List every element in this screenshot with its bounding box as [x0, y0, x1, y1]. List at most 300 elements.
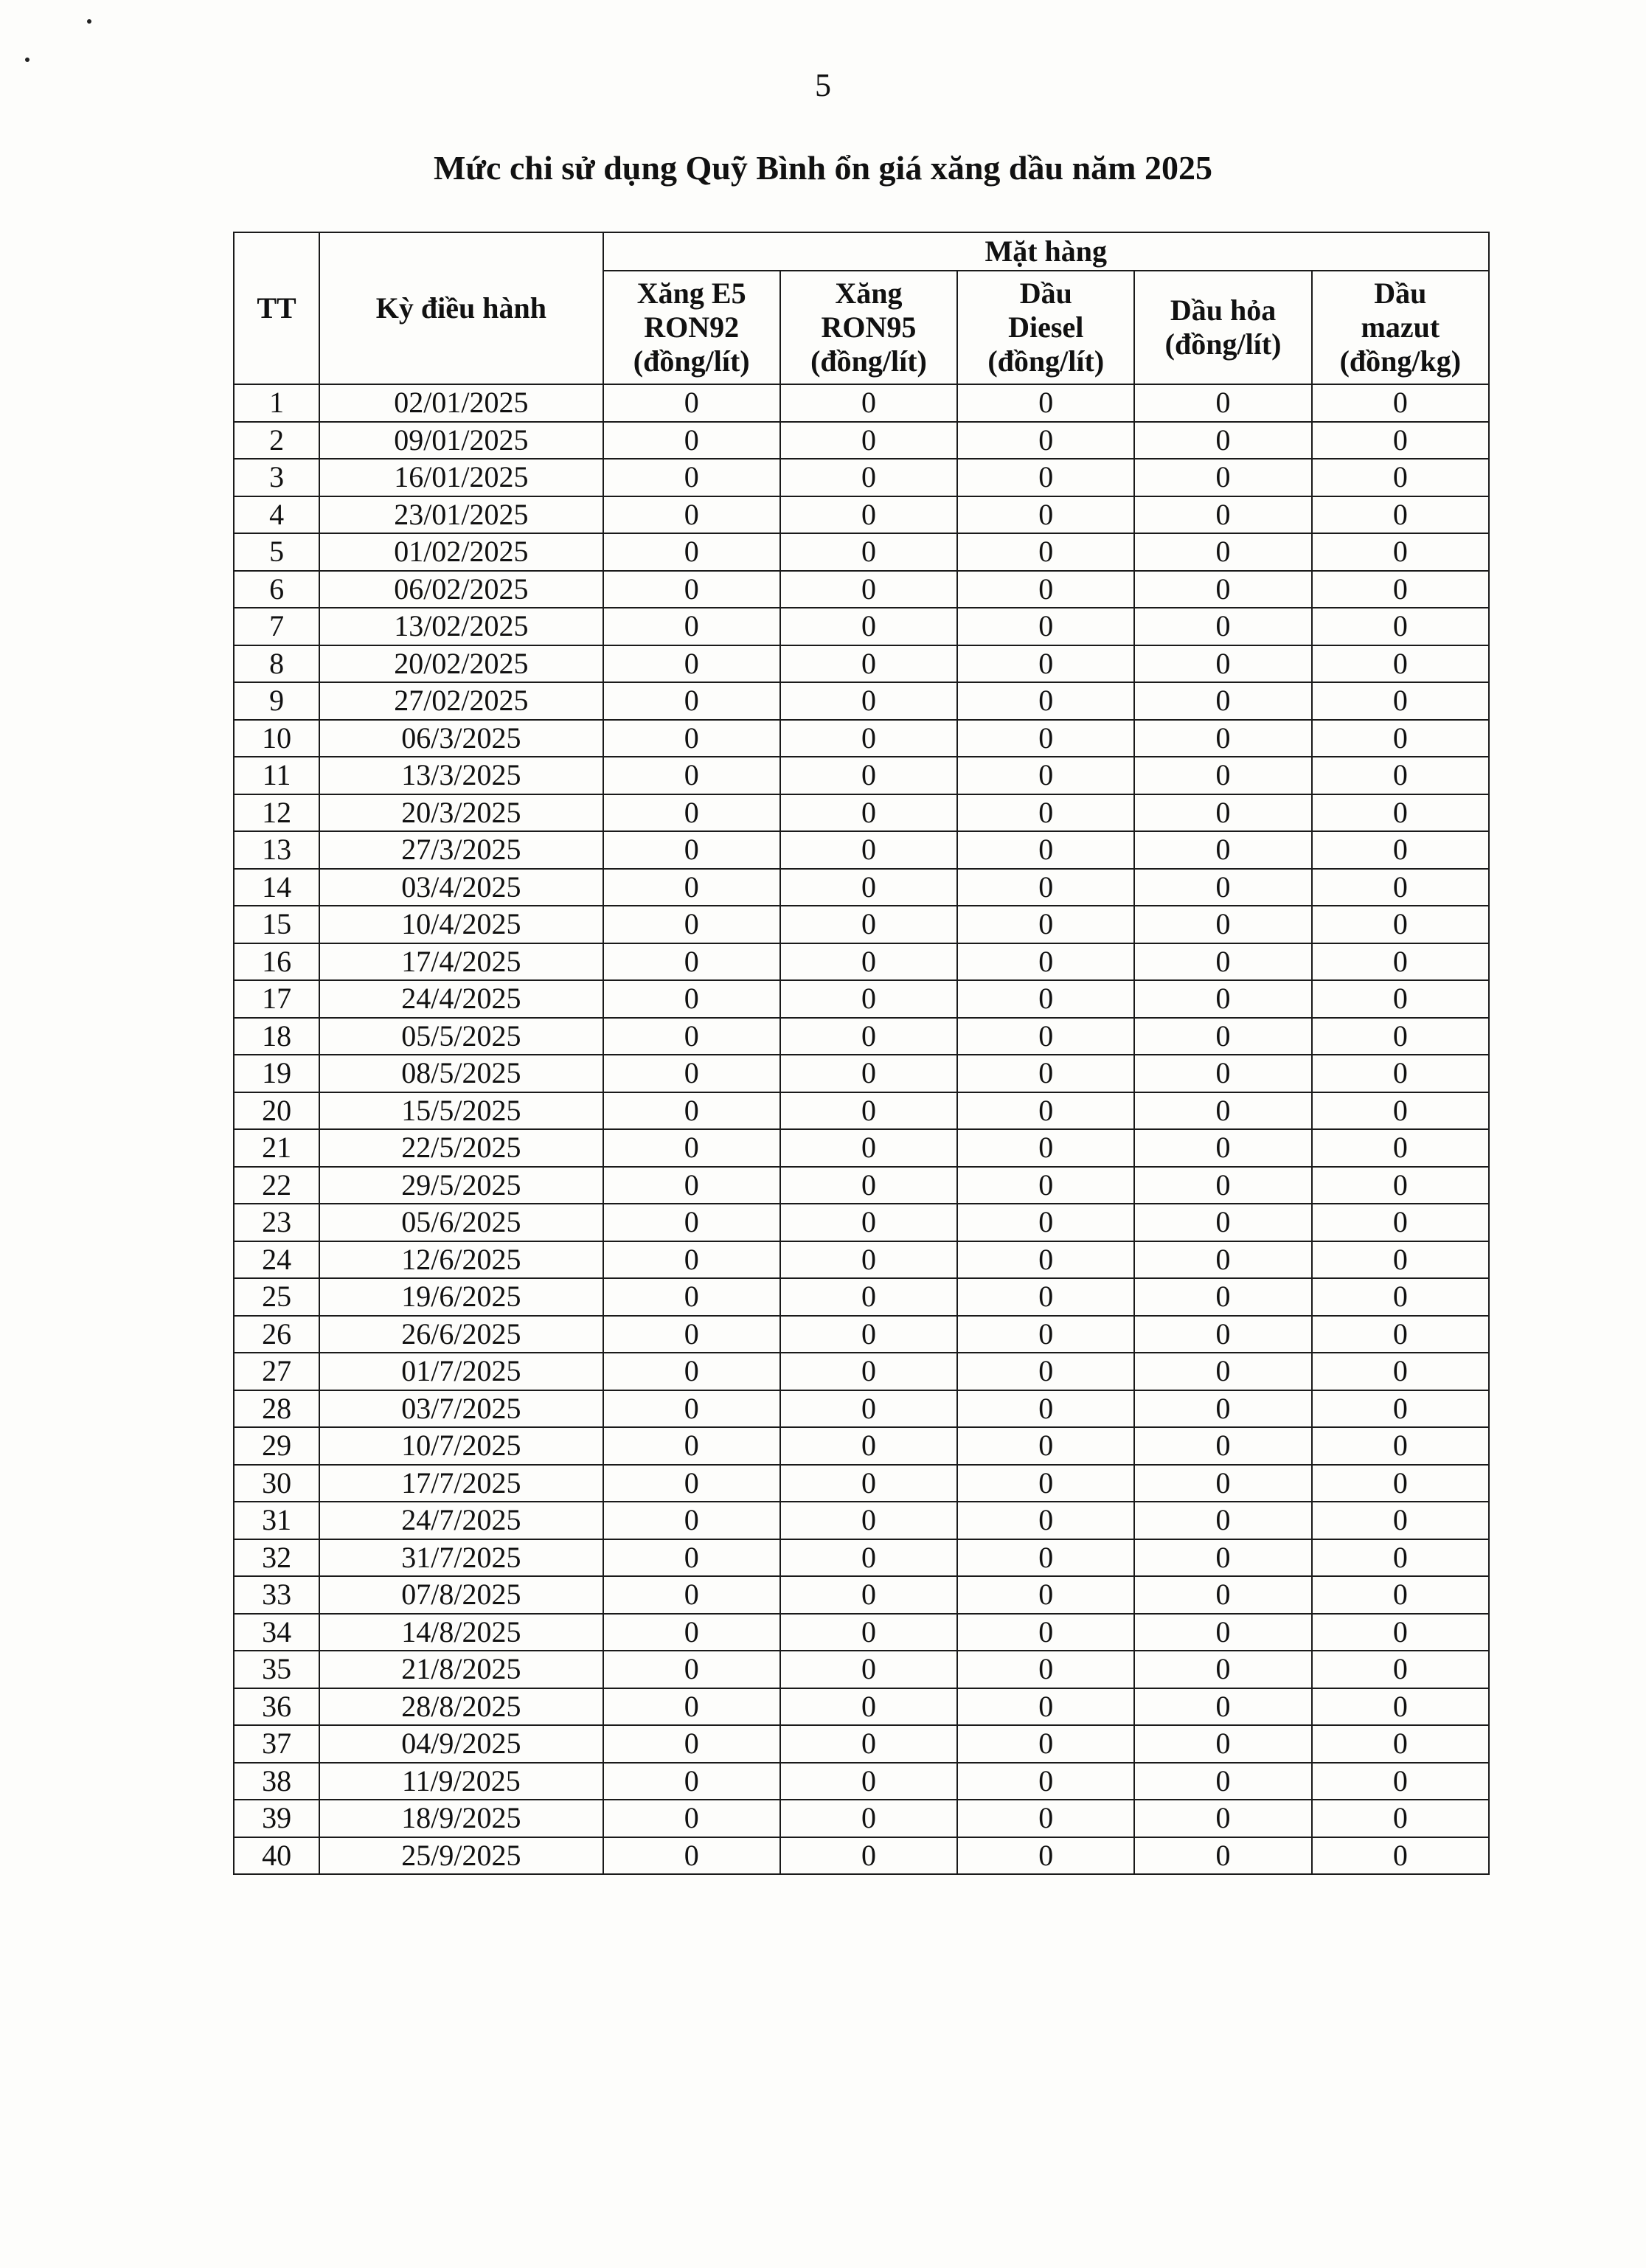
cell-value: 0	[1134, 1055, 1311, 1092]
cell-value: 0	[1134, 943, 1311, 981]
cell-value: 0	[957, 533, 1134, 571]
cell-value: 0	[603, 496, 780, 534]
cell-value: 0	[780, 1018, 957, 1055]
cell-value: 0	[1312, 1688, 1489, 1726]
document-title: Mức chi sử dụng Quỹ Bình ổn giá xăng dầu năm 2025	[434, 149, 1212, 187]
cell-value: 0	[780, 720, 957, 757]
table-row	[234, 757, 1489, 794]
cell-value: 0	[957, 1353, 1134, 1390]
cell-value: 0	[1134, 682, 1311, 720]
cell-value: 0	[780, 757, 957, 794]
cell-value: 0	[1134, 1092, 1311, 1130]
cell-value: 0	[957, 1763, 1134, 1800]
header-line: Dầu hỏa	[1170, 294, 1277, 327]
column-header-ron95	[780, 271, 957, 384]
cell-value: 0	[957, 1800, 1134, 1837]
cell-value: 0	[780, 1614, 957, 1651]
cell-value: 0	[603, 571, 780, 608]
table-row	[234, 1390, 1489, 1428]
cell-tt: 25	[234, 1278, 319, 1316]
cell-value: 0	[957, 384, 1134, 422]
column-header-diesel	[957, 271, 1134, 384]
table-row	[234, 1688, 1489, 1726]
cell-value: 0	[957, 1055, 1134, 1092]
table-row	[234, 1055, 1489, 1092]
cell-tt: 34	[234, 1614, 319, 1651]
table-row	[234, 1614, 1489, 1651]
table-row	[234, 1241, 1489, 1279]
cell-period-date: 08/5/2025	[319, 1055, 603, 1092]
header-unit: (đồng/lít)	[810, 344, 927, 378]
cell-value: 0	[603, 1241, 780, 1279]
cell-value: 0	[780, 1316, 957, 1353]
table-row	[234, 1502, 1489, 1539]
column-header-mazut	[1312, 271, 1489, 384]
header-unit: (đồng/lít)	[987, 344, 1105, 378]
cell-value: 0	[1312, 980, 1489, 1018]
table-row	[234, 1800, 1489, 1837]
cell-value: 0	[1134, 720, 1311, 757]
price-stabilization-fund-table	[233, 232, 1490, 1875]
cell-value: 0	[1134, 980, 1311, 1018]
cell-value: 0	[603, 1576, 780, 1614]
cell-value: 0	[780, 384, 957, 422]
cell-value: 0	[1134, 384, 1311, 422]
cell-value: 0	[780, 496, 957, 534]
cell-value: 0	[603, 794, 780, 832]
cell-period-date: 31/7/2025	[319, 1539, 603, 1577]
cell-value: 0	[1312, 1651, 1489, 1688]
cell-value: 0	[1134, 608, 1311, 645]
cell-period-date: 14/8/2025	[319, 1614, 603, 1651]
cell-value: 0	[780, 1800, 957, 1837]
cell-tt: 3	[234, 459, 319, 496]
cell-value: 0	[603, 720, 780, 757]
header-line: Diesel	[1008, 311, 1084, 344]
cell-value: 0	[780, 1241, 957, 1279]
column-header-e5-ron92	[603, 271, 780, 384]
cell-value: 0	[1134, 1763, 1311, 1800]
cell-value: 0	[1312, 1204, 1489, 1241]
column-header-tt: TT	[234, 232, 319, 384]
cell-period-date: 05/5/2025	[319, 1018, 603, 1055]
page-number: 5	[815, 67, 831, 103]
cell-tt: 20	[234, 1092, 319, 1130]
table-row	[234, 1837, 1489, 1875]
cell-value: 0	[1312, 1167, 1489, 1204]
table-row	[234, 980, 1489, 1018]
cell-value: 0	[1134, 1651, 1311, 1688]
table-row	[234, 422, 1489, 460]
table-row	[234, 1204, 1489, 1241]
cell-value: 0	[780, 1204, 957, 1241]
table-row	[234, 869, 1489, 906]
cell-value: 0	[603, 1129, 780, 1167]
cell-value: 0	[780, 682, 957, 720]
table-row	[234, 459, 1489, 496]
cell-tt: 17	[234, 980, 319, 1018]
table-row	[234, 1092, 1489, 1130]
cell-period-date: 12/6/2025	[319, 1241, 603, 1279]
cell-value: 0	[1134, 422, 1311, 460]
cell-value: 0	[1134, 1390, 1311, 1428]
cell-value: 0	[603, 1800, 780, 1837]
cell-value: 0	[780, 1725, 957, 1763]
cell-value: 0	[1134, 1539, 1311, 1577]
header-line: RON95	[821, 311, 917, 344]
cell-tt: 12	[234, 794, 319, 832]
cell-period-date: 28/8/2025	[319, 1688, 603, 1726]
cell-value: 0	[780, 943, 957, 981]
cell-period-date: 09/01/2025	[319, 422, 603, 460]
cell-value: 0	[957, 1427, 1134, 1465]
cell-value: 0	[1134, 1278, 1311, 1316]
table-row	[234, 1129, 1489, 1167]
cell-value: 0	[1134, 1316, 1311, 1353]
cell-value: 0	[780, 1837, 957, 1875]
cell-value: 0	[1134, 1576, 1311, 1614]
cell-value: 0	[1312, 794, 1489, 832]
cell-tt: 40	[234, 1837, 319, 1875]
cell-value: 0	[1312, 384, 1489, 422]
cell-tt: 2	[234, 422, 319, 460]
cell-period-date: 22/5/2025	[319, 1129, 603, 1167]
table-row	[234, 1763, 1489, 1800]
cell-value: 0	[780, 1129, 957, 1167]
cell-value: 0	[1134, 1465, 1311, 1502]
cell-value: 0	[603, 1427, 780, 1465]
cell-period-date: 18/9/2025	[319, 1800, 603, 1837]
cell-period-date: 29/5/2025	[319, 1167, 603, 1204]
cell-period-date: 25/9/2025	[319, 1837, 603, 1875]
cell-value: 0	[780, 1092, 957, 1130]
cell-value: 0	[1312, 1502, 1489, 1539]
cell-value: 0	[780, 1055, 957, 1092]
cell-value: 0	[1312, 1800, 1489, 1837]
cell-tt: 35	[234, 1651, 319, 1688]
cell-value: 0	[1312, 1241, 1489, 1279]
cell-value: 0	[957, 720, 1134, 757]
cell-value: 0	[1312, 1763, 1489, 1800]
cell-value: 0	[957, 1837, 1134, 1875]
cell-value: 0	[603, 459, 780, 496]
cell-value: 0	[957, 682, 1134, 720]
cell-value: 0	[780, 459, 957, 496]
cell-value: 0	[1312, 533, 1489, 571]
cell-value: 0	[1134, 496, 1311, 534]
cell-tt: 8	[234, 645, 319, 683]
cell-value: 0	[1312, 1353, 1489, 1390]
cell-value: 0	[780, 1278, 957, 1316]
cell-tt: 7	[234, 608, 319, 645]
cell-value: 0	[1312, 1055, 1489, 1092]
cell-value: 0	[957, 608, 1134, 645]
cell-period-date: 17/4/2025	[319, 943, 603, 981]
table-row	[234, 720, 1489, 757]
cell-value: 0	[603, 831, 780, 869]
table-header	[234, 232, 1489, 384]
cell-value: 0	[1134, 1614, 1311, 1651]
cell-period-date: 03/7/2025	[319, 1390, 603, 1428]
cell-value: 0	[957, 1167, 1134, 1204]
cell-tt: 6	[234, 571, 319, 608]
cell-value: 0	[603, 1353, 780, 1390]
cell-value: 0	[603, 1725, 780, 1763]
cell-value: 0	[1312, 1018, 1489, 1055]
cell-value: 0	[1134, 1167, 1311, 1204]
table-row	[234, 1651, 1489, 1688]
cell-value: 0	[957, 1688, 1134, 1726]
cell-value: 0	[957, 1725, 1134, 1763]
cell-value: 0	[1134, 533, 1311, 571]
cell-period-date: 05/6/2025	[319, 1204, 603, 1241]
cell-value: 0	[780, 980, 957, 1018]
cell-value: 0	[603, 1614, 780, 1651]
cell-value: 0	[957, 943, 1134, 981]
cell-value: 0	[603, 906, 780, 943]
cell-value: 0	[1312, 645, 1489, 683]
cell-value: 0	[603, 645, 780, 683]
table-row	[234, 645, 1489, 683]
cell-value: 0	[957, 571, 1134, 608]
cell-value: 0	[1134, 571, 1311, 608]
cell-value: 0	[957, 1539, 1134, 1577]
table-row	[234, 906, 1489, 943]
cell-value: 0	[603, 608, 780, 645]
cell-value: 0	[780, 1167, 957, 1204]
cell-value: 0	[957, 757, 1134, 794]
cell-value: 0	[957, 1241, 1134, 1279]
cell-tt: 26	[234, 1316, 319, 1353]
cell-value: 0	[603, 1204, 780, 1241]
cell-tt: 11	[234, 757, 319, 794]
table-row	[234, 384, 1489, 422]
cell-value: 0	[603, 980, 780, 1018]
cell-value: 0	[603, 1167, 780, 1204]
cell-tt: 27	[234, 1353, 319, 1390]
cell-tt: 24	[234, 1241, 319, 1279]
cell-value: 0	[780, 831, 957, 869]
cell-period-date: 01/02/2025	[319, 533, 603, 571]
table-row	[234, 608, 1489, 645]
table-row	[234, 1353, 1489, 1390]
cell-tt: 31	[234, 1502, 319, 1539]
scan-speck	[25, 58, 29, 62]
table-row	[234, 1576, 1489, 1614]
cell-value: 0	[1134, 869, 1311, 906]
cell-value: 0	[1312, 422, 1489, 460]
cell-tt: 10	[234, 720, 319, 757]
header-line: Dầu	[1374, 277, 1427, 310]
cell-value: 0	[1312, 757, 1489, 794]
cell-value: 0	[1134, 1688, 1311, 1726]
cell-period-date: 16/01/2025	[319, 459, 603, 496]
cell-value: 0	[1312, 1092, 1489, 1130]
header-line: RON92	[644, 311, 740, 344]
header-line: mazut	[1361, 311, 1440, 344]
cell-period-date: 11/9/2025	[319, 1763, 603, 1800]
column-header-period: Kỳ điều hành	[319, 232, 603, 384]
cell-period-date: 20/02/2025	[319, 645, 603, 683]
table-row	[234, 496, 1489, 534]
cell-value: 0	[780, 1763, 957, 1800]
cell-value: 0	[1312, 869, 1489, 906]
cell-period-date: 04/9/2025	[319, 1725, 603, 1763]
cell-value: 0	[1134, 459, 1311, 496]
cell-value: 0	[1312, 459, 1489, 496]
cell-value: 0	[1134, 906, 1311, 943]
cell-period-date: 13/02/2025	[319, 608, 603, 645]
cell-value: 0	[603, 1055, 780, 1092]
table-body	[234, 384, 1489, 1874]
cell-period-date: 06/3/2025	[319, 720, 603, 757]
table-row	[234, 831, 1489, 869]
cell-period-date: 17/7/2025	[319, 1465, 603, 1502]
cell-value: 0	[1312, 1539, 1489, 1577]
cell-value: 0	[957, 1018, 1134, 1055]
cell-tt: 38	[234, 1763, 319, 1800]
cell-value: 0	[957, 1502, 1134, 1539]
cell-value: 0	[780, 645, 957, 683]
cell-tt: 4	[234, 496, 319, 534]
cell-value: 0	[780, 906, 957, 943]
cell-period-date: 27/3/2025	[319, 831, 603, 869]
cell-value: 0	[1312, 1427, 1489, 1465]
cell-value: 0	[780, 869, 957, 906]
cell-value: 0	[780, 1390, 957, 1428]
cell-value: 0	[1134, 831, 1311, 869]
cell-value: 0	[780, 608, 957, 645]
cell-value: 0	[1134, 1353, 1311, 1390]
cell-value: 0	[1312, 682, 1489, 720]
cell-value: 0	[1134, 1837, 1311, 1875]
cell-value: 0	[1312, 608, 1489, 645]
cell-value: 0	[957, 794, 1134, 832]
cell-tt: 28	[234, 1390, 319, 1428]
cell-value: 0	[957, 1204, 1134, 1241]
cell-value: 0	[603, 682, 780, 720]
cell-tt: 19	[234, 1055, 319, 1092]
cell-value: 0	[1312, 1576, 1489, 1614]
cell-value: 0	[1312, 1725, 1489, 1763]
cell-value: 0	[1312, 1614, 1489, 1651]
cell-value: 0	[1134, 1129, 1311, 1167]
cell-value: 0	[957, 1614, 1134, 1651]
cell-value: 0	[603, 1092, 780, 1130]
cell-value: 0	[603, 384, 780, 422]
cell-value: 0	[603, 422, 780, 460]
cell-value: 0	[780, 1353, 957, 1390]
table-row	[234, 1427, 1489, 1465]
cell-value: 0	[1312, 943, 1489, 981]
cell-value: 0	[1134, 1725, 1311, 1763]
scan-speck	[87, 19, 91, 24]
table-row	[234, 1725, 1489, 1763]
cell-value: 0	[1312, 1390, 1489, 1428]
cell-value: 0	[957, 906, 1134, 943]
cell-value: 0	[603, 1539, 780, 1577]
cell-value: 0	[1312, 496, 1489, 534]
cell-tt: 21	[234, 1129, 319, 1167]
cell-value: 0	[603, 1651, 780, 1688]
cell-value: 0	[1134, 1018, 1311, 1055]
cell-value: 0	[603, 1316, 780, 1353]
cell-tt: 32	[234, 1539, 319, 1577]
cell-tt: 39	[234, 1800, 319, 1837]
cell-value: 0	[780, 533, 957, 571]
cell-value: 0	[603, 1688, 780, 1726]
column-header-kerosene	[1134, 271, 1311, 384]
cell-value: 0	[1312, 906, 1489, 943]
cell-value: 0	[603, 869, 780, 906]
cell-value: 0	[780, 794, 957, 832]
cell-period-date: 23/01/2025	[319, 496, 603, 534]
table-row	[234, 682, 1489, 720]
cell-value: 0	[780, 1502, 957, 1539]
cell-value: 0	[780, 1688, 957, 1726]
cell-tt: 14	[234, 869, 319, 906]
cell-value: 0	[1312, 571, 1489, 608]
cell-value: 0	[1312, 1465, 1489, 1502]
table-row	[234, 1465, 1489, 1502]
cell-value: 0	[780, 1576, 957, 1614]
cell-value: 0	[957, 459, 1134, 496]
cell-value: 0	[603, 1390, 780, 1428]
cell-period-date: 26/6/2025	[319, 1316, 603, 1353]
cell-period-date: 06/02/2025	[319, 571, 603, 608]
cell-period-date: 07/8/2025	[319, 1576, 603, 1614]
cell-tt: 33	[234, 1576, 319, 1614]
cell-tt: 15	[234, 906, 319, 943]
cell-value: 0	[780, 1465, 957, 1502]
cell-value: 0	[957, 1390, 1134, 1428]
cell-value: 0	[780, 571, 957, 608]
cell-tt: 9	[234, 682, 319, 720]
header-line: Xăng	[835, 277, 903, 310]
table-row	[234, 1278, 1489, 1316]
cell-value: 0	[603, 533, 780, 571]
cell-period-date: 27/02/2025	[319, 682, 603, 720]
cell-value: 0	[603, 1502, 780, 1539]
header-unit: (đồng/lít)	[633, 344, 750, 378]
table-row	[234, 1018, 1489, 1055]
cell-period-date: 10/4/2025	[319, 906, 603, 943]
cell-period-date: 15/5/2025	[319, 1092, 603, 1130]
cell-value: 0	[603, 757, 780, 794]
cell-value: 0	[603, 1465, 780, 1502]
cell-value: 0	[603, 1837, 780, 1875]
cell-tt: 23	[234, 1204, 319, 1241]
cell-period-date: 03/4/2025	[319, 869, 603, 906]
table-row	[234, 943, 1489, 981]
cell-period-date: 10/7/2025	[319, 1427, 603, 1465]
cell-value: 0	[957, 1576, 1134, 1614]
cell-period-date: 02/01/2025	[319, 384, 603, 422]
cell-value: 0	[1134, 757, 1311, 794]
table-row	[234, 1539, 1489, 1577]
cell-value: 0	[1134, 645, 1311, 683]
cell-tt: 16	[234, 943, 319, 981]
cell-value: 0	[1134, 1502, 1311, 1539]
cell-tt: 18	[234, 1018, 319, 1055]
cell-tt: 1	[234, 384, 319, 422]
cell-value: 0	[603, 1278, 780, 1316]
cell-value: 0	[1134, 794, 1311, 832]
cell-value: 0	[1134, 1427, 1311, 1465]
cell-value: 0	[1134, 1241, 1311, 1279]
cell-period-date: 21/8/2025	[319, 1651, 603, 1688]
cell-tt: 30	[234, 1465, 319, 1502]
